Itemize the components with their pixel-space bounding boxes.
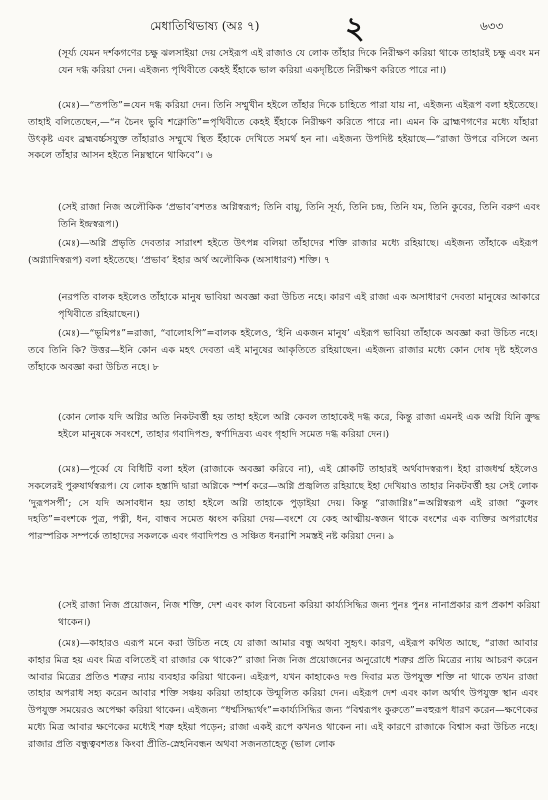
commentary-8: (মেঃ)—“ভূমিপঃ”=রাজা, “বালোঽপি”=বালক হইলেও, ‘ইনি একজন মানুষ’ এইরূপ ভাবিয়া তাঁহাকে অবজ্ঞা করা উচিত নহে। তবে তিনি কি? উত্তর—ইনি কোন এক মহৎ দেবতা এই মানুষের আকৃতিতে রহিয়াছেন। এইজন্য রাজার মধ্যে কোন দোষ দৃষ্ট হইলেও তাঁহাকে অবজ্ঞা করা উচিত নহে। ৮ bbox=[28, 328, 538, 373]
commentary-7: (মেঃ)—অগ্নি প্রভৃতি দেবতার সারাংশ হইতে উৎপন্ন বলিয়া তাঁহাদের শক্তি রাজার মধ্যে রহিয়াছে। এইজন্য তাঁহাকে এইরূপ (অগ্ন্যাদিস্বরূপ) বলা হইতেছে। ‘প্রভাব’ ইহার অর্থ অলৌকিক (অসাধারণ) শক্তি। ৭ bbox=[28, 238, 538, 266]
page-number: ৬৩৩ bbox=[480, 19, 504, 33]
commentary-9: (মেঃ)—পূর্ব্বে যে বিধিটি বলা হইল (রাজাকে অবজ্ঞা করিবে না), এই শ্লোকটি তাহারই অর্থবাদস্বরূপ। ইহা রাজধর্ম্ম হইলেও সকলেরই পুরুষার্থস্বরূপ। যে লোক হস্তাদি দ্বারা অগ্নিকে স্পর্শ করে—অগ্নি প্রজ্বলিত রহিয়াছে ইহা দেখিয়াও তাহার নিকটবর্ত্তী হয় সেই লোক ‘দুরূপসর্পী’; সে যদি অসাবধান হয় তাহা হইলে অগ্নি তাহাকে পুড়াইয়া দেয়। কিন্তু “রাজাগ্নিঃ”=অগ্নিস্বরূপ এই রাজা “কুলং দহতি”=বংশকে পুত্র, পত্নী, ধন, বান্ধব সমেত ধ্বংস করিয়া দেয়—বংশে যে কেহ আত্মীয়-স্বজন থাকে বংশের এক ব্যক্তির অপরাধের পারস্পরিক সম্পর্কে তাহাদের সকলকে এবং গবাদিপশু ও সঞ্চিত ধনরাশি সমস্তই নষ্ট করিয়া দেন। ৯ bbox=[28, 464, 538, 543]
verse-translation-10: (সেই রাজা নিজ প্রয়োজন, নিজ শক্তি, দেশ এবং কাল বিবেচনা করিয়া কার্য্যসিদ্ধির জন্য পুনঃ পুনঃ নানাপ্রকার রূপ প্রকাশ করিয়া থাকেন।) bbox=[58, 600, 540, 628]
verse-translation-9: (কোন লোক যদি অগ্নির অতি নিকটবর্ত্তী হয় তাহা হইলে অগ্নি কেবল তাহাকেই দগ্ধ করে, কিন্তু রাজা এমনই এক অগ্নি যিনি ক্রুদ্ধ হইলে মানুষকে সবংশে, তাহার গবাদিপশু, স্বর্ণাদিদ্রব্য এবং গৃহাদি সমেত দগ্ধ করিয়া দেন।) bbox=[58, 412, 540, 440]
verse-translation-7: (সেই রাজা নিজ অলৌকিক ‘প্রভাব’বশতঃ অগ্নিস্বরূপ; তিনি বায়ু, তিনি সূর্য্য, তিনি চন্দ্র, তিনি যম, তিনি কুবের, তিনি বরুণ এবং তিনি ইন্দ্রস্বরূপ।) bbox=[58, 202, 540, 230]
verse-translation-6: (সূর্য্য যেমন দর্শকগণের চক্ষু ঝলসাইয়া দেয় সেইরূপ এই রাজাও যে লোক তাঁহার দিকে নিরীক্ষণ করিয়া থাকে তাহারই চক্ষু এবং মন যেন দগ্ধ করিয়া দেন। এইজন্য পৃথিবীতে কেহই ইঁহাকে ভাল করিয়া একদৃষ্টিতে নিরীক্ষণ করিতে পারে না।) bbox=[58, 48, 540, 76]
commentary-10: (মেঃ)—কাহারও এরূপ মনে করা উচিত নহে যে রাজা আমার বন্ধু অথবা সুহৃৎ। কারণ, এইরূপ কথিত আছে, “রাজা আবার কাহার মিত্র হয় এবং মিত্র বলিতেই বা রাজার কে থাকে?” রাজা নিজ নিজ প্রয়োজনের অনুরোধে শত্রুর প্রতি মিত্রের ন্যায় আচরণ করেন আবার মিত্রের প্রতিও শত্রুর ন্যায় ব্যবহার করিয়া থাকেন। এইরূপ, যখন কাহাকেও দণ্ড দিবার মত উপযুক্ত শক্তি না থাকে তখন রাজা তাহার অপরাধ সহ্য করেন আবার শক্তি সঞ্চয় করিয়া তাহাকে উন্মূলিত করিয়া দেন। এইরূপ দেশ এবং কাল অর্থাৎ উপযুক্ত স্থান এবং উপযুক্ত সময়েরও অপেক্ষা করিয়া থাকেন। এইজন্য “ধর্ম্মসিদ্ধ্যর্থং”=কার্য্যসিদ্ধির জন্য “বিশ্বরূপং কুরুতে”=বহুরূপ ধারণ করেন—ক্ষণেকের মধ্যে মিত্র আবার ক্ষণেকের মধ্যেই শত্রু হইয়া পড়েন; রাজা একই রূপে কখনও থাকেন না। এই কারণে রাজাকে বিশ্বাস করা উচিত নহে। রাজার প্রতি বন্ধুত্ববশতঃ কিংবা প্রীতি-স্নেহনিবন্ধন অথবা সজনতাহেতু (ভাল লোক bbox=[28, 638, 538, 750]
running-title: মেধাতিথিভাষ্য (অঃ ৭) bbox=[150, 19, 260, 33]
verse-translation-8: (নরপতি বালক হইলেও তাঁহাকে মানুষ ভাবিয়া অবজ্ঞা করা উচিত নহে। কারণ এই রাজা এক অসাধারণ দেবতা মানুষের আকারে পৃথিবীতে রহিয়াছেন।) bbox=[58, 292, 540, 320]
handwritten-mark: ২ bbox=[345, 11, 365, 46]
commentary-6: (মেঃ)—“তপতি”=যেন দগ্ধ করিয়া দেন। তিনি সম্মুখীন হইলে তাঁহার দিকে চাহিতে পারা যায় না, এইজন্য এইরূপ বলা হইতেছে। তাহাই বলিতেছেন,—“ন চৈনং ভুবি শক্নোতি”=পৃথিবীতে কেহই ইঁহাকে নিরীক্ষণ করিতে পারে না। এমন কি ব্রাহ্মণগণের মধ্যে যাঁহারা উৎকৃষ্ট এবং ব্রহ্মবর্চ্চসযুক্ত তাঁহারাও সম্মুখে স্থিত ইঁহাকে দেখিতে সমর্থ হন না। এইজন্য উপদিষ্ট হইয়াছে—“রাজা উপরে বসিলে অন্য সকলে তাঁহার আসন হইতে নিম্নস্থানে থাকিবে”। ৬ bbox=[28, 100, 538, 162]
page-header bbox=[0, 6, 548, 46]
